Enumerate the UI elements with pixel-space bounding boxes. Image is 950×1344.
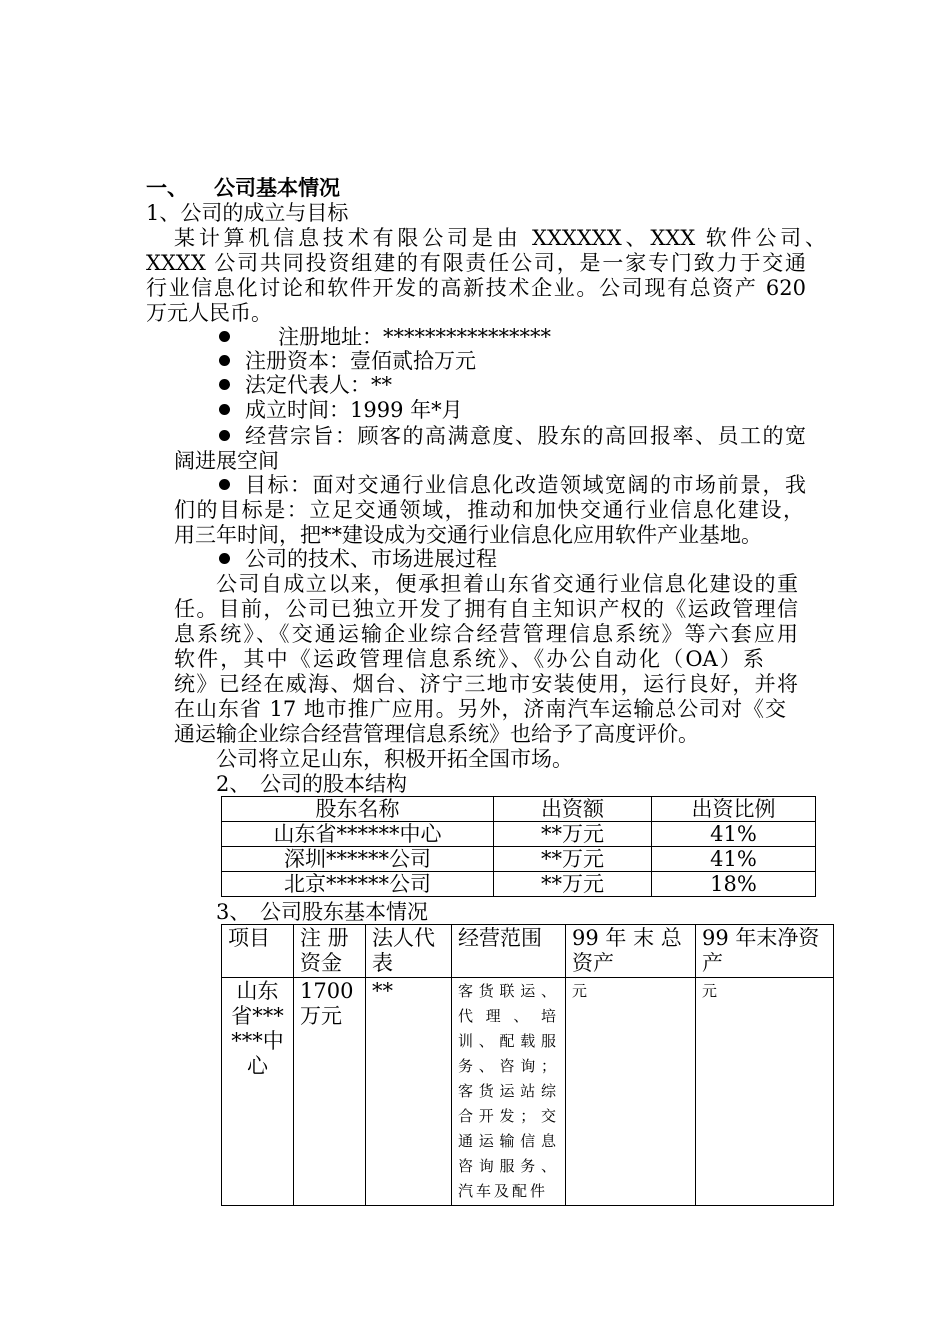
shareholder-table (221, 924, 834, 1206)
intro-line: 万元人民币。 (146, 301, 272, 325)
table-cell: 北京******公司 (222, 872, 494, 897)
table-header-row (222, 797, 816, 822)
bullet-capital: 注册资本：壹佰贰拾万元 (245, 349, 476, 373)
table-row (222, 978, 834, 1206)
table-cell: 客货联运、代理、培训、配载服务、咨询；客货运站综合开发；交通运输信息咨询服务、汽车及配件 (452, 978, 566, 1206)
subsection-number-3: 3、 (216, 900, 251, 924)
section-number: 一、 (146, 175, 188, 200)
bullet-address: 注册地址：**************** (278, 325, 551, 349)
history-line: 在山东省 17 地市推广应用。另外，济南汽车运输总公司对《交 (174, 697, 786, 721)
bullet-history: 公司的技术、市场进展过程 (245, 547, 497, 571)
bullet-icon (219, 479, 230, 490)
subsection-title-3: 公司股东基本情况 (260, 900, 428, 924)
bullet-icon (219, 553, 230, 564)
table-cell: 41% (652, 847, 816, 872)
bullet-purpose: 经营宗旨：顾客的高满意度、股东的高回报率、员工的宽 (245, 424, 806, 448)
subsection-title-2: 公司的股本结构 (260, 772, 407, 796)
intro-line: 某计算机信息技术有限公司是由 XXXXXX、XXX 软件公司、 (174, 226, 826, 250)
table-header-cell: 99 年 末 总资产 (566, 925, 696, 978)
subsection-title-1: 1、公司的成立与目标 (146, 201, 349, 225)
bullet-icon (219, 355, 230, 366)
history-line: 通运输企业综合经营管理信息系统》也给予了高度评价。 (174, 722, 699, 746)
table-cell: 山东省******中心 (222, 978, 294, 1206)
table-header-cell: 99 年末净资产 (696, 925, 834, 978)
intro-line: 行业信息化讨论和软件开发的高新技术企业。公司现有总资产 620 (146, 276, 806, 300)
bullet-rep: 法定代表人：** (245, 373, 392, 397)
bullet-icon (219, 379, 230, 390)
table-cell: 18% (652, 872, 816, 897)
table-header-cell: 股东名称 (222, 797, 494, 822)
table-cell: **万元 (494, 847, 652, 872)
table-cell: 元 (696, 978, 834, 1206)
table-row (222, 847, 816, 872)
bullet-founded: 成立时间：1999 年*月 (245, 398, 463, 422)
table-row (222, 822, 816, 847)
history-line: 软件，其中《运政管理信息系统》、《办公自动化（OA）系 (174, 647, 764, 671)
history-line: 息系统》、《交通运输企业综合经营管理信息系统》等六套应用 (174, 622, 798, 646)
table-header-cell: 经营范围 (452, 925, 566, 978)
section-title: 公司基本情况 (214, 175, 340, 200)
table-header-cell: 项目 (222, 925, 294, 978)
bullet-icon (219, 404, 230, 415)
history-line: 公司自成立以来，便承担着山东省交通行业信息化建设的重 (216, 572, 798, 596)
table-cell: 深圳******公司 (222, 847, 494, 872)
table-row (222, 872, 816, 897)
bullet-purpose-cont: 阔进展空间 (174, 449, 279, 473)
bullet-icon (219, 430, 230, 441)
table-header-cell: 法人代表 (366, 925, 452, 978)
table-cell: 41% (652, 822, 816, 847)
equity-table (221, 796, 816, 897)
bullet-goal-cont: 用三年时间，把**建设成为交通行业信息化应用软件产业基地。 (174, 523, 762, 547)
bullet-icon (219, 331, 230, 342)
table-cell: 山东省******中心 (222, 822, 494, 847)
table-header-cell: 出资额 (494, 797, 652, 822)
history-line: 统》已经在威海、烟台、济宁三地市安装使用，运行良好，并将 (174, 672, 798, 696)
intro-line: XXXX 公司共同投资组建的有限责任公司，是一家专门致力于交通 (146, 251, 806, 275)
history-line: 任。目前，公司已独立开发了拥有自主知识产权的《运政管理信 (174, 597, 798, 621)
table-header-row (222, 925, 834, 978)
national-line: 公司将立足山东，积极开拓全国市场。 (216, 747, 573, 771)
table-header-cell: 出资比例 (652, 797, 816, 822)
table-cell: 元 (566, 978, 696, 1206)
table-cell: ** (366, 978, 452, 1206)
table-cell: 1700 万元 (294, 978, 366, 1206)
bullet-goal-cont: 们的目标是：立足交通领域，推动和加快交通行业信息化建设， (174, 498, 804, 522)
bullet-goal: 目标：面对交通行业信息化改造领域宽阔的市场前景，我 (245, 473, 806, 497)
table-cell: **万元 (494, 822, 652, 847)
table-header-cell: 注 册资金 (294, 925, 366, 978)
table-cell: **万元 (494, 872, 652, 897)
subsection-number-2: 2、 (216, 772, 251, 796)
